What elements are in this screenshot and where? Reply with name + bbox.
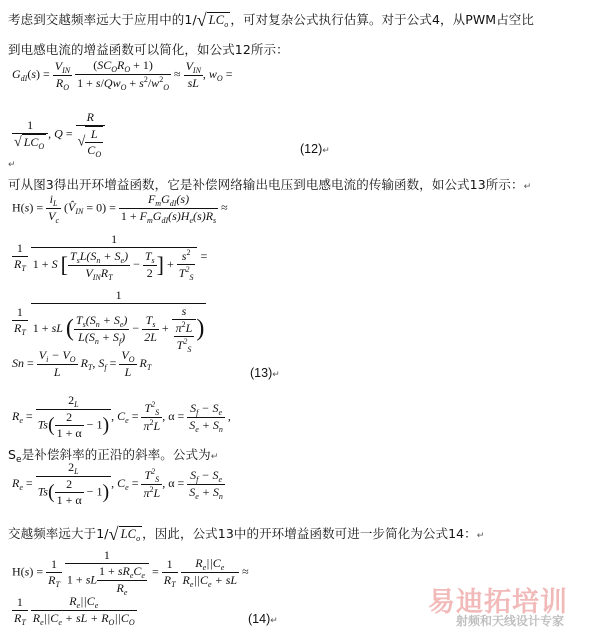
equation-14-number: (14)↵: [248, 612, 278, 626]
equation-13-line-1: H(s) = $\frac{i_L}{V_c}$ $(V̂_{IN} = 0)$ = $\frac{F_mG_{dI}(s)}{1 + F_mG_{dI}(s)H_e(s)R_s}$ ≈: [12, 192, 228, 225]
equation-14-line-2: $\frac{1}{R_T}$ $\frac{R_e||C_e}{R_e||C_e + sL + R_O||C_O}$: [14, 594, 135, 627]
paragraph-2: 可从图3得出开环增益函数，它是补偿网络输出电压到电感电流的传输函数，如公式13所示：↵: [8, 177, 532, 192]
equation-13-number: (13)↵: [250, 366, 280, 380]
equation-12-line-1: $G_{dI}(s)$ = $\frac{V_{IN}}{R_O}$ $\frac{(SC_OR_O + 1)}{1 + s/Qw_O + s^2/w^2_O}$ ≈ $\frac{V_{IN}}{sL}$ , $w_O$ =: [12, 58, 233, 92]
equation-14-line-1: H(s) = $\frac{1}{R_T}$ 1 1 + sL $\frac{1 + sR_eC_e}{R_e}$ = $\frac{1}{R_T}$ $\frac{R_e||C_e}{R_e||C_e + sL}$ ≈: [12, 548, 249, 597]
paragraph-4: 交越频率远大于1/√ $LC_o$ ，因此，公式13中的开环增益函数可进一步简化为公式14：↵: [8, 524, 485, 544]
sqrt-lc-expression: √ $LC_o$: [196, 10, 229, 30]
paragraph-1-line-2: 到电感电流的增益函数可以简化，如公式12所示：: [8, 42, 289, 57]
paragraph-1-text-a: 考虑到交越频率远大于应用中的1/: [8, 12, 197, 27]
paragraph-3: $S_e$是补偿斜率的正沿的斜率。公式为↵: [8, 447, 219, 465]
equation-13-line-2: $\frac{1}{R_T}$ 1 1 + S [ $\frac{T_sL(S_n + S_e)}{V_{IN}R_T}$ − $\frac{T_s}{2}$ ] + $\frac{s^2}{T^2_S}$ =: [14, 232, 208, 282]
sqrt-lc-subscript: o: [224, 20, 229, 29]
sqrt-lc-text: LC: [208, 13, 225, 27]
equation-12-number: (12)↵: [300, 142, 330, 156]
equation-13-line-5: $R_e$ = $2_L$ Ts( $\frac{2}{1 + \alpha}$ − 1) , $C_e$ = $\frac{T^2_S}{\pi^2L}$ , α = $\frac{S_f - S_e}{S_e + S_n}$ ,: [12, 393, 231, 440]
paragraph-1-line-1: [8, 10, 534, 31]
equation-12-line-2: $\frac{1}{√ LC_O}$ , Q = R √ $\frac{L}{C_O}$: [12, 110, 105, 159]
return-mark-1: ↵: [8, 160, 16, 170]
equation-13-line-3: $\frac{1}{R_T}$ 1 1 + sL ( $\frac{T_s(S_n + S_e)}{L(S_n + S_f)}$ − $\frac{T_s}{2L}$ + $\frac{s}{\frac{\pi^2L}{T^2_S}}$ ): [14, 288, 205, 354]
watermark-logo-text: 易迪拓培训: [428, 587, 568, 618]
paragraph-1-text-b: ，可对复杂公式执行估算。对于公式4，从PWM占空比: [230, 12, 534, 27]
equation-13-line-4: Sn = $\frac{V_i - V_O}{L}$ $R_T$, $S_f$ = $\frac{V_O}{L}$ $R_T$: [12, 348, 152, 379]
watermark-subtitle: 射频和天线设计专家: [456, 614, 565, 628]
equation-slope-definitions: $R_e$ = $2_L$ Ts( $\frac{2}{1 + \alpha}$ − 1) , $C_e$ = $\frac{T^2_S}{\pi^2L}$ , α = $\frac{S_f - S_e}{S_e + S_n}$: [12, 460, 223, 507]
